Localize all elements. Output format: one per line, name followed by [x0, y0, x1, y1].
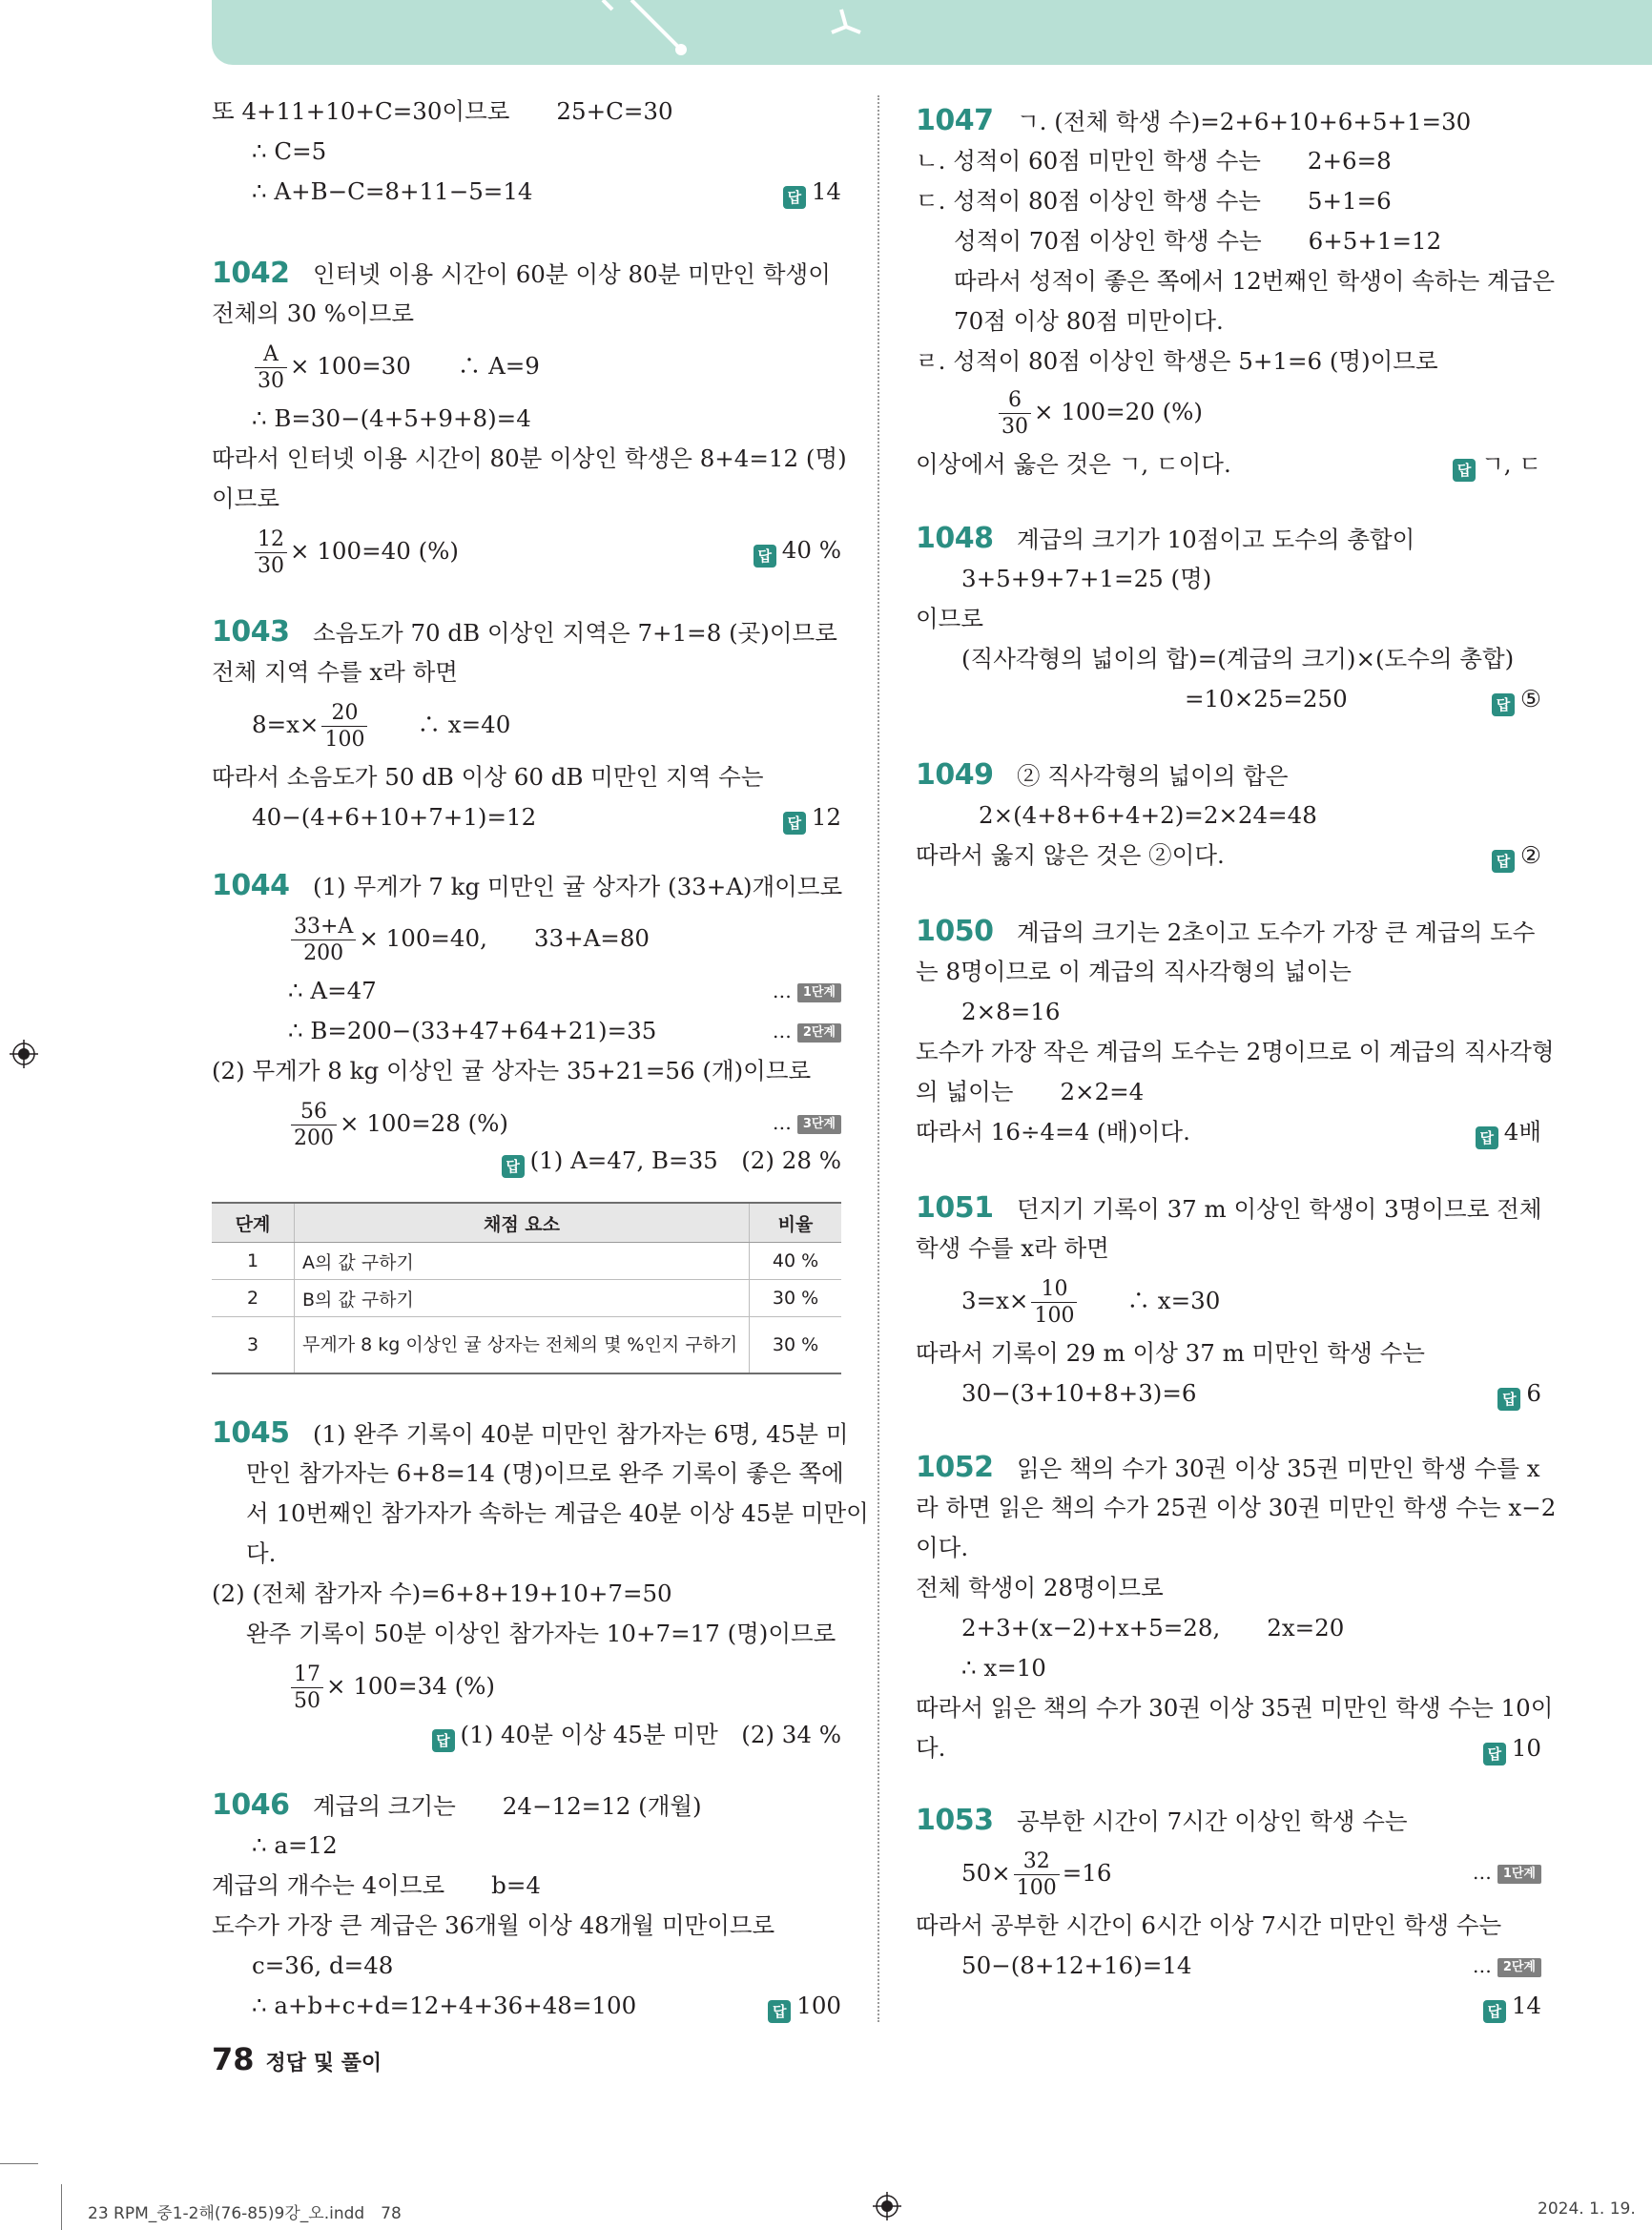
formula: $\frac{A}{30}$ × 100=30 ∴ A=9	[252, 340, 540, 393]
text-line: 전체 학생이 28명이므로	[916, 1574, 1164, 1601]
answer-icon: 답	[783, 812, 806, 835]
problem-number: 1046	[212, 1788, 290, 1822]
text-line: 라 하면 읽은 책의 수가 25권 이상 30권 미만인 학생 수는 x−2	[916, 1494, 1557, 1521]
answer: 답 4배	[1476, 1116, 1541, 1149]
page-footer	[212, 2041, 382, 2077]
text-line: 3+5+9+7+1=25 (명)	[961, 565, 1212, 592]
fraction: $\frac{20}{100}$	[321, 703, 367, 751]
answer-icon: 답	[502, 1155, 525, 1178]
text-line: 따라서 소음도가 50 dB 이상 60 dB 미만인 지역 수는	[212, 763, 764, 791]
fraction: $\frac{10}{100}$	[1031, 1279, 1077, 1327]
text-line: 성적이 70점 이상인 학생 수는 6+5+1=12	[954, 227, 1442, 255]
fraction: $\frac{A}{30}$	[255, 344, 287, 392]
scoring-table	[212, 1202, 841, 1374]
text-line: 이므로	[916, 605, 984, 632]
answer-icon: 답	[783, 186, 806, 209]
answer-icon: 답	[1483, 1743, 1506, 1765]
table-row: 1 A의 값 구하기 40 %	[212, 1243, 841, 1280]
formula: 50× $\frac{32}{100}$ =16	[961, 1848, 1112, 1900]
text-line: 30−(3+10+8+3)=6	[961, 1379, 1197, 1407]
fraction: $\frac{17}{50}$	[291, 1664, 323, 1712]
text-line: 이상에서 옳은 것은 ㄱ, ㄷ이다.	[916, 450, 1231, 478]
step-marker: … 3단계	[773, 1108, 841, 1137]
text-line: (직사각형의 넓이의 합)=(계급의 크기)×(도수의 총합)	[961, 645, 1515, 672]
crop-mark	[61, 2184, 62, 2230]
text-line: 따라서 16÷4=4 (배)이다.	[916, 1118, 1190, 1146]
fraction: $\frac{32}{100}$	[1014, 1851, 1060, 1899]
step-marker: … 1단계	[773, 977, 841, 1005]
answer: 답 10	[1483, 1732, 1541, 1765]
text-line: 도수가 가장 큰 계급은 36개월 이상 48개월 미만이므로	[212, 1911, 775, 1939]
star-decoration-icon	[574, 0, 879, 65]
text-line: ∴ a=12	[252, 1831, 338, 1859]
text-line: ㄹ. 성적이 80점 이상인 학생은 5+1=6 (명)이므로	[916, 347, 1438, 375]
text-line: 2+3+(x−2)+x+5=28, 2x=20	[961, 1614, 1345, 1642]
problem-number: 1045	[212, 1416, 290, 1450]
answer-icon: 답	[1476, 1126, 1498, 1149]
problem-1044: 1044 (1) 무게가 7 kg 미만인 귤 상자가 (33+A)개이므로	[212, 869, 843, 902]
problem-1046: 1046 계급의 크기는 24−12=12 (개월)	[212, 1788, 702, 1822]
fraction: $\frac{33+A}{200}$	[291, 917, 356, 964]
crop-mark	[0, 2163, 38, 2164]
table-row: 2 B의 값 구하기 30 %	[212, 1280, 841, 1317]
problem-1043: 1043 소음도가 70 dB 이상인 지역은 7+1=8 (곳)이므로	[212, 615, 837, 649]
registration-mark-icon	[873, 2192, 901, 2220]
problem-number: 1042	[212, 257, 290, 290]
fraction: $\frac{6}{30}$	[999, 390, 1031, 438]
formula: $\frac{6}{30}$ × 100=20 (%)	[996, 385, 1203, 439]
problem-1042	[212, 258, 831, 291]
slug-date: 2024. 1. 19.	[1538, 2199, 1636, 2219]
problem-1052: 1052 읽은 책의 수가 30권 이상 35권 미만인 학생 수를 x	[916, 1451, 1540, 1484]
problem-1049: 1049 ② 직사각형의 넓이의 합은	[916, 758, 1289, 792]
text-line: 만인 참가자는 6+8=14 (명)이므로 완주 기록이 좋은 쪽에	[246, 1459, 844, 1487]
formula: $\frac{17}{50}$ × 100=34 (%)	[288, 1660, 495, 1713]
answer: 답 ⑤	[1492, 683, 1541, 716]
fraction: $\frac{12}{30}$	[255, 529, 287, 577]
problem-number: 1047	[916, 104, 994, 137]
text-line: c=36, d=48	[252, 1951, 394, 1979]
answer: 답 (1) A=47, B=35 (2) 28 %	[502, 1145, 841, 1178]
text-line: ∴ x=10	[961, 1654, 1046, 1682]
text-line: 따라서 읽은 책의 수가 30권 이상 35권 미만인 학생 수는 10이	[916, 1694, 1554, 1722]
problem-number: 1050	[916, 915, 994, 948]
text-line: 의 넓이는 2×2=4	[916, 1078, 1145, 1105]
text-line: (2) (전체 참가자 수)=6+8+19+10+7=50	[212, 1580, 672, 1607]
answer-icon: 답	[1483, 2000, 1506, 2023]
answer: 답 6	[1497, 1377, 1541, 1411]
slug-file: 23 RPM_중1-2해(76-85)9강_오.indd 78	[88, 2204, 402, 2223]
text-line: ∴ B=200−(33+47+64+21)=35	[288, 1017, 657, 1044]
answer: 답 14	[1483, 1990, 1541, 2023]
text-line: 따라서 인터넷 이용 시간이 80분 이상인 학생은 8+4=12 (명)	[212, 444, 847, 472]
problem-number: 1053	[916, 1804, 994, 1837]
answer	[783, 176, 841, 209]
answer: 답 40 %	[754, 534, 841, 568]
answer: 답 100	[768, 1990, 841, 2023]
answer: 답 ㄱ, ㄷ	[1453, 448, 1541, 482]
column-divider	[878, 95, 879, 2022]
text-line: ∴ A+B−C=8+11−5=14	[252, 177, 533, 205]
answer-icon: 답	[754, 545, 776, 568]
table-header: 단계	[212, 1203, 295, 1243]
text-line: 이다.	[916, 1534, 969, 1561]
text-line: ∴ a+b+c+d=12+4+36+48=100	[252, 1992, 637, 2019]
text-line: 또 4+11+10+C=30이므로 25+C=30	[212, 97, 673, 125]
text-line: ∴ A=47	[288, 977, 377, 1004]
text-line: 다.	[246, 1539, 277, 1567]
text-line: 다.	[916, 1734, 946, 1762]
problem-number: 1044	[212, 869, 290, 902]
text-line: =10×25=250	[1185, 685, 1348, 712]
text-line: 도수가 가장 작은 계급의 도수는 2명이므로 이 계급의 직사각형	[916, 1038, 1555, 1065]
text-line: 따라서 기록이 29 m 이상 37 m 미만인 학생 수는	[916, 1339, 1425, 1367]
answer-icon: 답	[1492, 850, 1515, 873]
formula: $\frac{56}{200}$ × 100=28 (%)	[288, 1097, 508, 1150]
text-line: 전체 지역 수를 x라 하면	[212, 658, 458, 686]
problem-1051: 1051 던지기 기록이 37 m 이상인 학생이 3명이므로 전체	[916, 1191, 1542, 1225]
text-line: ㄷ. 성적이 80점 이상인 학생 수는 5+1=6	[916, 187, 1392, 215]
formula: 3=x× $\frac{10}{100}$ ∴ x=30	[961, 1276, 1221, 1328]
text-line: 2×(4+8+6+4+2)=2×24=48	[979, 801, 1317, 829]
formula: 8=x× $\frac{20}{100}$ ∴ x=40	[252, 700, 511, 752]
answer: 답 12	[783, 801, 841, 835]
problem-1048: 1048 계급의 크기가 10점이고 도수의 총합이	[916, 522, 1415, 555]
step-marker: … 2단계	[773, 1017, 841, 1045]
answer-icon: 답	[1497, 1388, 1520, 1411]
problem-1050: 1050 계급의 크기는 2초이고 도수가 가장 큰 계급의 도수	[916, 915, 1536, 948]
problem-number: 1048	[916, 522, 994, 555]
text-line: 인터넷 이용 시간이 60분 이상 80분 미만인 학생이	[313, 260, 831, 288]
problem-1053: 1053 공부한 시간이 7시간 이상인 학생 수는	[916, 1804, 1408, 1837]
page-title: 정답 및 풀이	[265, 2052, 382, 2075]
problem-number: 1051	[916, 1191, 994, 1225]
text-line: 는 8명이므로 이 계급의 직사각형의 넓이는	[916, 958, 1352, 985]
formula: $\frac{33+A}{200}$ × 100=40, 33+A=80	[288, 912, 650, 965]
answer-icon: 답	[768, 2000, 791, 2023]
problem-1045: 1045 (1) 완주 기록이 40분 미만인 참가자는 6명, 45분 미	[212, 1416, 849, 1450]
text-line: ∴ B=30−(4+5+9+8)=4	[252, 404, 531, 432]
header-band	[212, 0, 1652, 65]
fraction: $\frac{56}{200}$	[291, 1102, 337, 1149]
text-line: (2) 무게가 8 kg 이상인 귤 상자는 35+21=56 (개)이므로	[212, 1057, 812, 1084]
answer: 답 ②	[1492, 839, 1541, 873]
answer: 답 (1) 40분 이상 45분 미만 (2) 34 %	[432, 1719, 841, 1752]
text-line: 2×8=16	[961, 998, 1061, 1025]
table-header: 채점 요소	[295, 1203, 750, 1243]
text-line: 서 10번째인 참가자가 속하는 계급은 40분 이상 45분 미만이	[246, 1499, 869, 1527]
registration-mark-icon	[10, 1040, 38, 1068]
step-marker: … 1단계	[1473, 1858, 1541, 1887]
text-line: 따라서 성적이 좋은 쪽에서 12번째인 학생이 속하는 계급은	[954, 267, 1556, 295]
table-row: 3 무게가 8 kg 이상인 귤 상자는 전체의 몇 %인지 구하기 30 %	[212, 1317, 841, 1374]
text-line: 40−(4+6+10+7+1)=12	[252, 803, 537, 831]
answer-value: 14	[811, 177, 841, 205]
answer-icon: 답	[1453, 459, 1476, 482]
answer-icon: 답	[432, 1729, 455, 1752]
formula: $\frac{12}{30}$ × 100=40 (%)	[252, 525, 459, 578]
text-line: 계급의 개수는 4이므로 b=4	[212, 1871, 541, 1899]
text-line: 학생 수를 x라 하면	[916, 1234, 1109, 1262]
text-line: ㄴ. 성적이 60점 미만인 학생 수는 2+6=8	[916, 147, 1392, 175]
problem-number: 1043	[212, 615, 290, 649]
text-line: 전체의 30 %이므로	[212, 299, 415, 327]
table-header: 비율	[750, 1203, 842, 1243]
answer-icon: 답	[1492, 693, 1515, 716]
page-number: 78	[212, 2041, 255, 2077]
step-marker: … 2단계	[1473, 1951, 1541, 1980]
text-line: 70점 이상 80점 미만이다.	[954, 307, 1224, 335]
text-line: 따라서 옳지 않은 것은 ②이다.	[916, 841, 1225, 869]
text-line: 따라서 공부한 시간이 6시간 이상 7시간 미만인 학생 수는	[916, 1911, 1502, 1939]
problem-number: 1049	[916, 758, 994, 792]
text-line: 이므로	[212, 485, 280, 512]
text-line: 50−(8+12+16)=14	[961, 1951, 1192, 1979]
problem-1047: 1047 ㄱ. (전체 학생 수)=2+6+10+6+5+1=30	[916, 104, 1472, 137]
text-line: ∴ C=5	[252, 137, 327, 165]
text-line: 완주 기록이 50분 이상인 참가자는 10+7=17 (명)이므로	[246, 1620, 836, 1647]
problem-number: 1052	[916, 1451, 994, 1484]
